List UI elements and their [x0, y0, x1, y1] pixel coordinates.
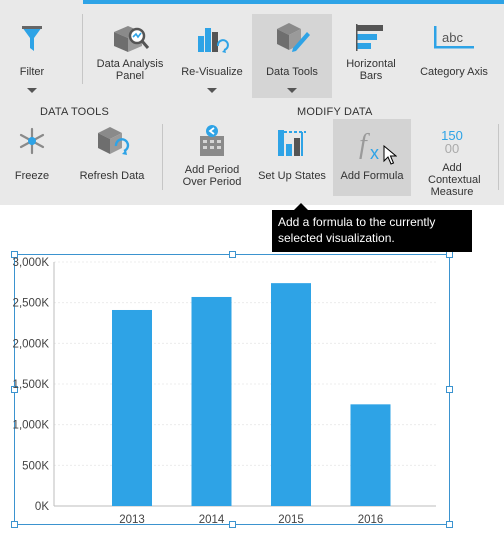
calendar-icon [196, 124, 228, 158]
x-tick-label: 2015 [278, 514, 304, 526]
contextual-icon-top-text: 150 [441, 128, 463, 143]
svg-text:abc: abc [442, 30, 463, 45]
chevron-down-icon [207, 88, 217, 93]
y-tick-label: 1,000K [12, 419, 49, 432]
refresh-data-label: Refresh Data [79, 170, 145, 182]
data-tools-icon [273, 20, 311, 54]
y-tick-label: 2,500K [12, 297, 49, 310]
bar-chart [0, 250, 504, 539]
add-contextual-measure-button[interactable] [414, 120, 490, 198]
set-up-states-button[interactable] [256, 120, 328, 192]
bar-2016[interactable] [351, 404, 391, 506]
data-tools-label: Data Tools [266, 66, 318, 78]
bar-2013[interactable] [112, 310, 152, 506]
freeze-button[interactable] [6, 120, 58, 192]
svg-text:f: f [359, 129, 367, 160]
re-visualize-label: Re-Visualize [181, 66, 243, 78]
mouse-cursor-icon [383, 145, 397, 167]
category-axis-label: Category Axis [420, 66, 488, 78]
y-tick-label: 0K [34, 501, 49, 513]
bar-2015[interactable] [271, 283, 311, 506]
freeze-snowflake-icon [17, 126, 47, 156]
add-formula-button[interactable] [333, 119, 411, 196]
data-tools-button[interactable] [252, 14, 332, 98]
filter-button[interactable] [0, 4, 64, 98]
y-tick-label: 2,000K [12, 338, 49, 351]
x-tick-label: 2014 [198, 514, 225, 526]
freeze-label: Freeze [14, 170, 50, 182]
refresh-data-icon [94, 124, 130, 158]
ribbon-toolbar [0, 0, 504, 205]
category-axis-button[interactable] [414, 4, 494, 98]
x-tick-label: 2013 [119, 514, 145, 526]
tooltip-arrow [294, 203, 308, 210]
group-title-modify-data: MODIFY DATA [297, 106, 373, 118]
horizontal-bars-icon [353, 22, 389, 54]
add-period-over-period-label: Add Period Over Period [182, 164, 242, 188]
separator [162, 124, 163, 190]
x-tick-label: 2016 [357, 514, 384, 526]
add-contextual-measure-label: Add Contextual Measure [428, 162, 481, 198]
contextual-icon-bottom-text: 00 [444, 141, 460, 156]
horizontal-bars-button[interactable] [338, 4, 404, 98]
re-visualize-button[interactable] [176, 4, 248, 98]
re-visualize-icon [194, 22, 230, 56]
svg-text:x: x [370, 143, 379, 163]
horizontal-bars-label: Horizontal Bars [346, 58, 396, 82]
filter-icon [20, 24, 44, 54]
category-axis-icon [432, 24, 476, 54]
bar-2014[interactable] [192, 297, 232, 506]
group-title-data-tools: DATA TOOLS [40, 106, 110, 118]
data-analysis-icon [110, 22, 150, 56]
separator [498, 124, 499, 190]
separator [82, 14, 83, 84]
set-up-states-icon [275, 126, 309, 158]
chevron-down-icon [287, 88, 297, 93]
y-tick-label: 500K [22, 460, 49, 473]
add-period-over-period-button[interactable] [172, 120, 252, 192]
set-up-states-label: Set Up States [258, 170, 326, 182]
tooltip: Add a formula to the currently selected visualization. [272, 210, 472, 252]
data-analysis-panel-label: Data Analysis Panel [96, 58, 164, 82]
y-tick-label: 1,500K [12, 379, 49, 391]
y-tick-label: 3,000K [12, 257, 49, 269]
chevron-down-icon [27, 88, 37, 93]
filter-label: Filter [19, 66, 45, 78]
add-formula-label: Add Formula [340, 170, 404, 182]
data-analysis-panel-button[interactable] [92, 4, 168, 98]
refresh-data-button[interactable] [74, 120, 150, 192]
